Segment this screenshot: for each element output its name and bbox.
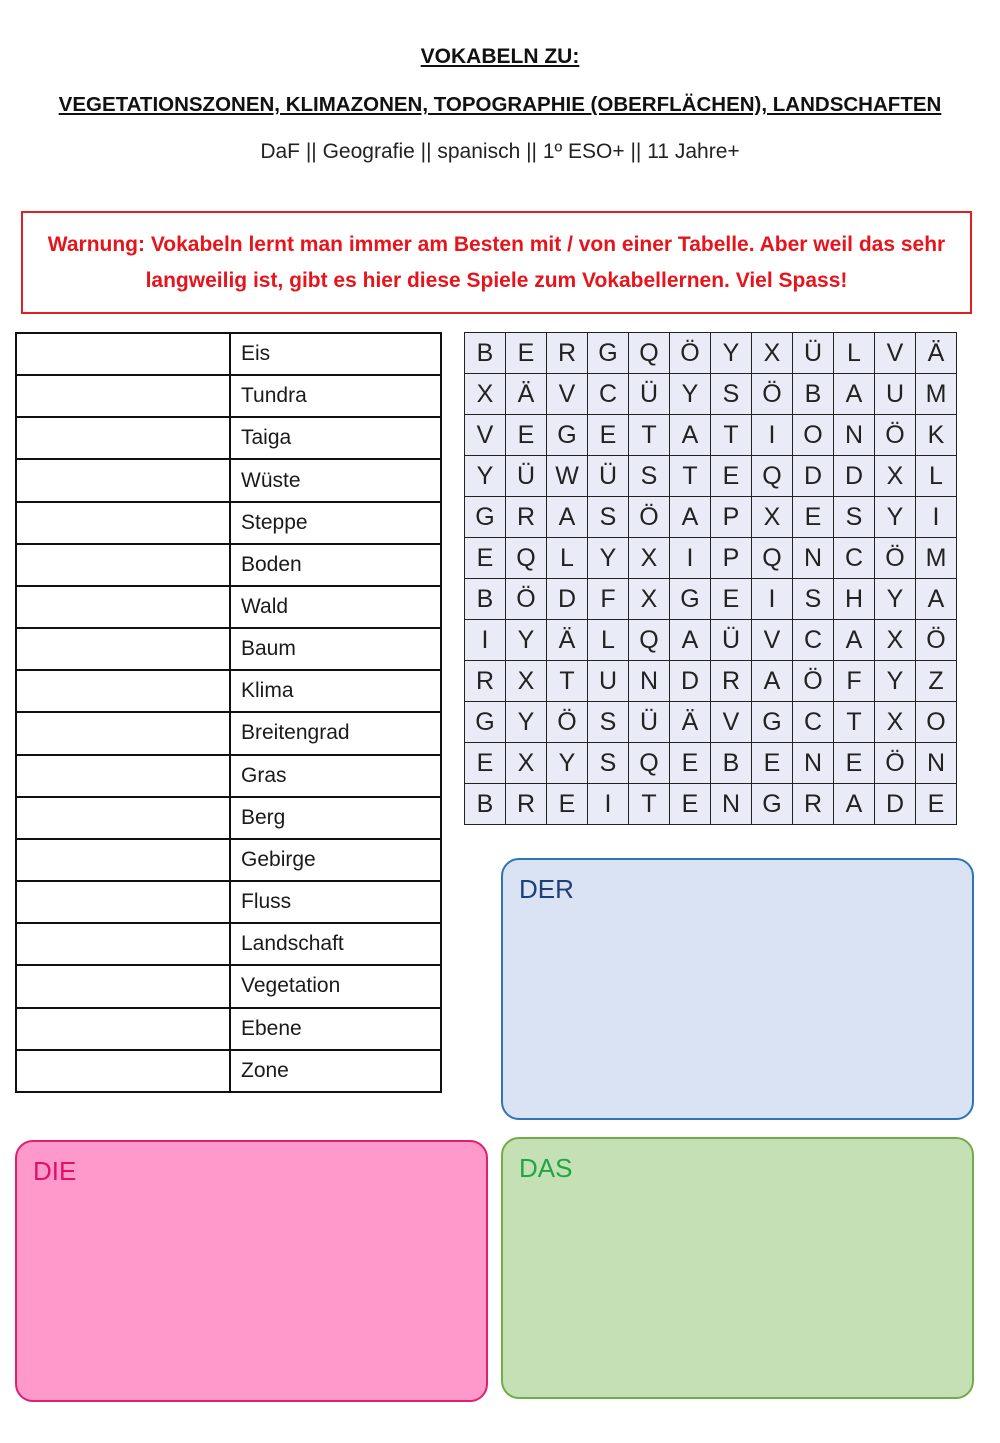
grid-row — [465, 784, 957, 825]
grid-letter-cell[interactable]: G — [670, 579, 711, 620]
grid-letter-cell[interactable]: I — [588, 784, 629, 825]
translation-cell[interactable] — [16, 544, 230, 586]
grid-letter-cell[interactable]: A — [916, 579, 957, 620]
grid-letter-cell[interactable]: A — [670, 415, 711, 456]
vocab-row — [16, 923, 441, 965]
grid-letter-cell[interactable]: T — [547, 661, 588, 702]
page-title: VOKABELN ZU: — [420, 45, 580, 68]
grid-letter-cell[interactable]: Y — [711, 333, 752, 374]
grid-row — [465, 620, 957, 661]
grid-letter-cell[interactable]: T — [629, 784, 670, 825]
grid-row — [465, 702, 957, 743]
translation-cell[interactable] — [16, 333, 230, 375]
translation-cell[interactable] — [16, 1008, 230, 1050]
vocab-row — [16, 797, 441, 839]
translation-cell[interactable] — [16, 670, 230, 712]
grid-letter-cell[interactable]: X — [629, 538, 670, 579]
grid-letter-cell[interactable]: Q — [629, 333, 670, 374]
grid-letter-cell[interactable]: Ö — [629, 497, 670, 538]
grid-letter-cell[interactable]: Ä — [506, 374, 547, 415]
grid-letter-cell[interactable]: I — [752, 579, 793, 620]
grid-letter-cell[interactable]: L — [916, 456, 957, 497]
warning-text: Warnung: Vokabeln lernt man immer am Besten mit / von einer Tabelle. Aber weil das sehr langweilig ist, gibt es hier diese Spiele zum Vokabellernen. Viel Spass! — [47, 232, 946, 292]
vocab-word: Gebirge — [230, 839, 441, 881]
translation-cell[interactable] — [16, 712, 230, 754]
vocab-row — [16, 375, 441, 417]
grid-letter-cell[interactable]: P — [711, 497, 752, 538]
grid-letter-cell[interactable]: L — [547, 538, 588, 579]
grid-letter-cell[interactable]: Ö — [547, 702, 588, 743]
grid-letter-cell[interactable]: E — [752, 743, 793, 784]
grid-letter-cell[interactable]: Z — [916, 661, 957, 702]
grid-letter-cell[interactable]: Ö — [875, 415, 916, 456]
grid-letter-cell[interactable]: G — [752, 702, 793, 743]
grid-letter-cell[interactable]: Y — [875, 661, 916, 702]
vocab-row — [16, 1050, 441, 1092]
grid-letter-cell[interactable]: N — [711, 784, 752, 825]
grid-letter-cell[interactable]: C — [793, 620, 834, 661]
grid-letter-cell[interactable]: D — [793, 456, 834, 497]
course-info: DaF || Geografie || spanisch || 1º ESO+ || 11 Jahre+ — [260, 140, 740, 163]
grid-letter-cell[interactable]: Ü — [629, 702, 670, 743]
grid-letter-cell[interactable]: N — [916, 743, 957, 784]
vocab-word: Landschaft — [230, 923, 441, 965]
grid-letter-cell[interactable]: E — [834, 743, 875, 784]
vocab-row — [16, 628, 441, 670]
grid-letter-cell[interactable]: W — [547, 456, 588, 497]
grid-letter-cell[interactable]: E — [670, 784, 711, 825]
grid-letter-cell[interactable]: H — [834, 579, 875, 620]
grid-letter-cell[interactable]: E — [506, 333, 547, 374]
grid-letter-cell[interactable]: Ä — [670, 702, 711, 743]
grid-row — [465, 579, 957, 620]
vocab-word: Breitengrad — [230, 712, 441, 754]
grid-letter-cell[interactable]: E — [547, 784, 588, 825]
vocab-word: Boden — [230, 544, 441, 586]
grid-letter-cell[interactable]: I — [670, 538, 711, 579]
vocab-row — [16, 333, 441, 375]
vocab-word: Taiga — [230, 417, 441, 459]
word-search-grid — [464, 332, 957, 825]
grid-letter-cell[interactable]: C — [834, 538, 875, 579]
vocab-row — [16, 755, 441, 797]
translation-cell[interactable] — [16, 1050, 230, 1092]
grid-letter-cell[interactable]: E — [793, 497, 834, 538]
grid-letter-cell[interactable]: G — [547, 415, 588, 456]
grid-letter-cell[interactable]: M — [916, 374, 957, 415]
vocab-word: Eis — [230, 333, 441, 375]
grid-letter-cell[interactable]: Ö — [670, 333, 711, 374]
grid-letter-cell[interactable]: C — [793, 702, 834, 743]
grid-letter-cell[interactable]: Ü — [793, 333, 834, 374]
grid-letter-cell[interactable]: X — [752, 333, 793, 374]
grid-letter-cell[interactable]: T — [834, 702, 875, 743]
grid-letter-cell[interactable]: Q — [506, 538, 547, 579]
grid-letter-cell[interactable]: N — [793, 538, 834, 579]
grid-letter-cell[interactable]: K — [916, 415, 957, 456]
grid-letter-cell[interactable]: B — [465, 333, 506, 374]
grid-letter-cell[interactable]: G — [465, 497, 506, 538]
grid-letter-cell[interactable]: F — [834, 661, 875, 702]
vocab-row — [16, 459, 441, 501]
grid-letter-cell[interactable]: L — [588, 620, 629, 661]
grid-letter-cell[interactable]: A — [834, 374, 875, 415]
vocab-word: Ebene — [230, 1008, 441, 1050]
grid-letter-cell[interactable]: S — [588, 702, 629, 743]
grid-letter-cell[interactable]: B — [465, 579, 506, 620]
grid-letter-cell[interactable]: V — [752, 620, 793, 661]
grid-letter-cell[interactable]: Ö — [875, 538, 916, 579]
grid-letter-cell[interactable]: A — [547, 497, 588, 538]
page-subtitle-topics: VEGETATIONSZONEN, KLIMAZONEN, TOPOGRAPHIE (OBERFLÄCHEN), LANDSCHAFTEN — [58, 93, 942, 116]
grid-row — [465, 333, 957, 374]
grid-letter-cell[interactable]: Y — [506, 702, 547, 743]
grid-letter-cell[interactable]: X — [875, 456, 916, 497]
grid-letter-cell[interactable]: O — [916, 702, 957, 743]
die-box[interactable] — [15, 1140, 488, 1402]
grid-letter-cell[interactable]: G — [465, 702, 506, 743]
vocab-word: Tundra — [230, 375, 441, 417]
vocab-word: Vegetation — [230, 965, 441, 1007]
grid-row — [465, 415, 957, 456]
grid-letter-cell[interactable]: S — [588, 497, 629, 538]
grid-row — [465, 497, 957, 538]
grid-letter-cell[interactable]: Ö — [916, 620, 957, 661]
grid-letter-cell[interactable]: S — [711, 374, 752, 415]
grid-letter-cell[interactable]: C — [588, 374, 629, 415]
vocab-word: Wald — [230, 586, 441, 628]
grid-row — [465, 374, 957, 415]
grid-letter-cell[interactable]: R — [547, 333, 588, 374]
der-box[interactable] — [501, 858, 974, 1120]
grid-letter-cell[interactable]: E — [711, 579, 752, 620]
translation-cell[interactable] — [16, 502, 230, 544]
vocab-word: Wüste — [230, 459, 441, 501]
grid-letter-cell[interactable]: D — [670, 661, 711, 702]
grid-letter-cell[interactable]: R — [465, 661, 506, 702]
vocab-word: Klima — [230, 670, 441, 712]
grid-letter-cell[interactable]: R — [793, 784, 834, 825]
grid-letter-cell[interactable]: T — [670, 456, 711, 497]
grid-letter-cell[interactable]: E — [670, 743, 711, 784]
grid-letter-cell[interactable]: V — [465, 415, 506, 456]
das-box[interactable] — [501, 1137, 974, 1399]
vocab-word: Zone — [230, 1050, 441, 1092]
grid-row — [465, 538, 957, 579]
vocab-word: Berg — [230, 797, 441, 839]
grid-letter-cell[interactable]: V — [875, 333, 916, 374]
grid-letter-cell[interactable]: S — [629, 456, 670, 497]
grid-letter-cell[interactable]: E — [465, 743, 506, 784]
grid-letter-cell[interactable]: S — [793, 579, 834, 620]
vocab-word: Fluss — [230, 881, 441, 923]
vocab-row — [16, 881, 441, 923]
grid-letter-cell[interactable]: Q — [752, 456, 793, 497]
grid-letter-cell[interactable]: T — [711, 415, 752, 456]
grid-letter-cell[interactable]: X — [506, 743, 547, 784]
grid-letter-cell[interactable]: G — [588, 333, 629, 374]
grid-letter-cell[interactable]: R — [506, 497, 547, 538]
translation-cell[interactable] — [16, 417, 230, 459]
grid-letter-cell[interactable]: E — [465, 538, 506, 579]
grid-letter-cell[interactable]: X — [629, 579, 670, 620]
grid-letter-cell[interactable]: U — [875, 374, 916, 415]
grid-letter-cell[interactable]: V — [711, 702, 752, 743]
grid-letter-cell[interactable]: Y — [588, 538, 629, 579]
translation-cell[interactable] — [16, 375, 230, 417]
translation-cell[interactable] — [16, 881, 230, 923]
vocab-row — [16, 544, 441, 586]
grid-letter-cell[interactable]: Y — [670, 374, 711, 415]
grid-letter-cell[interactable]: A — [670, 620, 711, 661]
grid-letter-cell[interactable]: Ü — [506, 456, 547, 497]
grid-letter-cell[interactable]: Y — [875, 497, 916, 538]
translation-cell[interactable] — [16, 586, 230, 628]
grid-row — [465, 456, 957, 497]
translation-cell[interactable] — [16, 923, 230, 965]
grid-letter-cell[interactable]: M — [916, 538, 957, 579]
grid-letter-cell[interactable]: D — [875, 784, 916, 825]
grid-letter-cell[interactable]: X — [506, 661, 547, 702]
grid-letter-cell[interactable]: Ö — [793, 661, 834, 702]
grid-letter-cell[interactable]: A — [670, 497, 711, 538]
translation-cell[interactable] — [16, 459, 230, 501]
grid-letter-cell[interactable]: E — [711, 456, 752, 497]
grid-letter-cell[interactable]: B — [711, 743, 752, 784]
grid-letter-cell[interactable]: E — [588, 415, 629, 456]
grid-letter-cell[interactable]: Q — [629, 620, 670, 661]
vocab-word: Baum — [230, 628, 441, 670]
warning-box — [21, 211, 972, 314]
grid-letter-cell[interactable]: N — [629, 661, 670, 702]
grid-letter-cell[interactable]: R — [711, 661, 752, 702]
grid-letter-cell[interactable]: Ö — [752, 374, 793, 415]
vocab-word: Gras — [230, 755, 441, 797]
translation-cell[interactable] — [16, 965, 230, 1007]
grid-letter-cell[interactable]: Ö — [875, 743, 916, 784]
grid-letter-cell[interactable]: F — [588, 579, 629, 620]
das-label: DAS — [519, 1153, 573, 1183]
grid-letter-cell[interactable]: D — [834, 456, 875, 497]
grid-row — [465, 743, 957, 784]
grid-letter-cell[interactable]: R — [506, 784, 547, 825]
vocab-row — [16, 586, 441, 628]
grid-letter-cell[interactable]: I — [465, 620, 506, 661]
grid-letter-cell[interactable]: N — [834, 415, 875, 456]
grid-row — [465, 661, 957, 702]
vocab-row — [16, 670, 441, 712]
grid-letter-cell[interactable]: Ü — [629, 374, 670, 415]
translation-cell[interactable] — [16, 628, 230, 670]
grid-letter-cell[interactable]: S — [834, 497, 875, 538]
grid-letter-cell[interactable]: I — [752, 415, 793, 456]
vocab-row — [16, 839, 441, 881]
grid-letter-cell[interactable]: T — [629, 415, 670, 456]
grid-letter-cell[interactable]: X — [875, 702, 916, 743]
grid-letter-cell[interactable]: D — [547, 579, 588, 620]
vocab-row — [16, 965, 441, 1007]
grid-letter-cell[interactable]: S — [588, 743, 629, 784]
vocab-word: Steppe — [230, 502, 441, 544]
grid-letter-cell[interactable]: X — [465, 374, 506, 415]
vocab-row — [16, 712, 441, 754]
grid-letter-cell[interactable]: G — [752, 784, 793, 825]
translation-cell[interactable] — [16, 755, 230, 797]
grid-letter-cell[interactable]: Ö — [506, 579, 547, 620]
vocab-table — [15, 332, 442, 1093]
grid-letter-cell[interactable]: O — [793, 415, 834, 456]
grid-letter-cell[interactable]: X — [752, 497, 793, 538]
grid-letter-cell[interactable]: E — [506, 415, 547, 456]
grid-letter-cell[interactable]: Ü — [588, 456, 629, 497]
grid-letter-cell[interactable]: E — [916, 784, 957, 825]
grid-letter-cell[interactable]: P — [711, 538, 752, 579]
die-label: DIE — [33, 1156, 77, 1186]
der-label: DER — [519, 874, 574, 904]
grid-letter-cell[interactable]: B — [793, 374, 834, 415]
vocab-row — [16, 502, 441, 544]
grid-letter-cell[interactable]: Q — [752, 538, 793, 579]
grid-letter-cell[interactable]: Y — [547, 743, 588, 784]
grid-letter-cell[interactable]: A — [834, 784, 875, 825]
grid-letter-cell[interactable]: Q — [629, 743, 670, 784]
grid-letter-cell[interactable]: L — [834, 333, 875, 374]
grid-letter-cell[interactable]: A — [834, 620, 875, 661]
grid-letter-cell[interactable]: A — [752, 661, 793, 702]
grid-letter-cell[interactable]: I — [916, 497, 957, 538]
grid-letter-cell[interactable]: X — [875, 620, 916, 661]
translation-cell[interactable] — [16, 839, 230, 881]
vocab-row — [16, 1008, 441, 1050]
grid-letter-cell[interactable]: Y — [875, 579, 916, 620]
grid-letter-cell[interactable]: V — [547, 374, 588, 415]
grid-letter-cell[interactable]: U — [588, 661, 629, 702]
translation-cell[interactable] — [16, 797, 230, 839]
grid-letter-cell[interactable]: Ü — [711, 620, 752, 661]
grid-letter-cell[interactable]: Ä — [547, 620, 588, 661]
grid-letter-cell[interactable]: Y — [465, 456, 506, 497]
vocab-row — [16, 417, 441, 459]
grid-letter-cell[interactable]: B — [465, 784, 506, 825]
grid-letter-cell[interactable]: Y — [506, 620, 547, 661]
grid-letter-cell[interactable]: Ä — [916, 333, 957, 374]
grid-letter-cell[interactable]: N — [793, 743, 834, 784]
